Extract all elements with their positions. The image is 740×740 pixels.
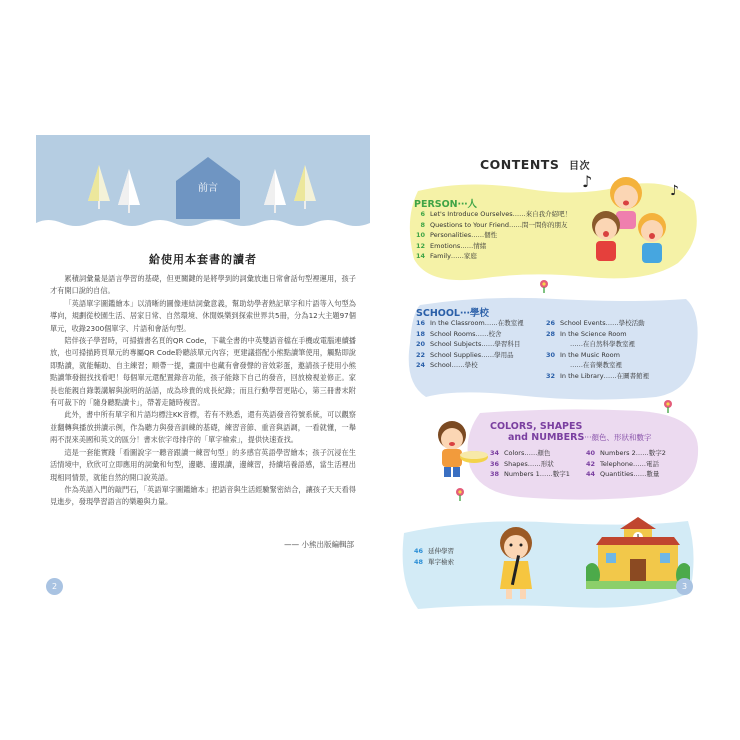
colors-section-title: COLORS, SHAPES and NUMBERS‧‧‧顏色、形狀和數字 <box>490 421 652 443</box>
banner-wave <box>36 219 370 229</box>
girl-flute-illustration <box>494 525 538 599</box>
svg-text:♪: ♪ <box>582 172 593 191</box>
school-toc-right <box>542 318 649 382</box>
toc-entry[interactable]: 14 Family……家庭 <box>415 252 477 261</box>
signature: —— 小熊出版編輯部 <box>284 540 354 549</box>
toc-entry[interactable]: 26 School Events……學校活動 <box>545 319 645 327</box>
paragraph: 「英語單字圖鑑繪本」以清晰的圖像連結詞彙意義，幫助幼學者熟記單字和片語等入句型為導向，規劃從校園生活、居家日常、自然環境、休閒娛樂到探索世界共5冊，分為12大主題97個單元，收錄2300個單字、片語和會話句型。 <box>50 298 356 333</box>
flower-icon <box>454 487 466 501</box>
right-page <box>390 135 704 607</box>
toc-entry[interactable]: 44 Quantities……數量 <box>585 470 660 479</box>
toc-entry[interactable]: 48 單字檢索 <box>413 557 454 566</box>
school-section-title: SCHOOL‧‧‧學校 <box>416 308 489 319</box>
toc-entry[interactable]: 30 In the Music Room <box>545 350 620 359</box>
preface-label: 前言 <box>198 183 218 194</box>
extra-toc <box>410 546 454 567</box>
colors-toc-right <box>582 448 666 480</box>
toc-entry[interactable]: 18 School Rooms……校舍 <box>415 329 502 338</box>
toc-entry[interactable]: 12 Emotions……情緒 <box>415 241 487 250</box>
flower-icon <box>538 279 550 293</box>
children-singing-illustration <box>578 167 688 271</box>
tree-icon <box>118 169 140 213</box>
tree-icon <box>88 165 110 209</box>
toc-entry[interactable]: 40 Numbers 2……數字2 <box>585 449 666 457</box>
contents-title-zh: 目次 <box>569 161 591 172</box>
toc-entry[interactable]: 6 Let's Introduce Ourselves……來自我介紹吧！ <box>420 210 572 218</box>
toc-entry[interactable]: 28 In the Science Room <box>545 329 627 338</box>
page-number-left: 2 <box>46 578 63 595</box>
page-number-right: 3 <box>676 578 693 595</box>
toc-entry-subtitle: ……在自然科學教室裡 <box>570 340 635 349</box>
svg-text:♪: ♪ <box>670 183 679 199</box>
paragraph: 這是一套能實踐「看圖說字一聽音跟讀一練習句型」的多感官英語學習繪本；孩子沉浸在生活情境中，欣欣可立即應用的詞彙和句型，邊聽、邊跟讀，邊練習，持續培養語感，當生活裡出現相同情景，就能自然的開口說英語。 <box>50 447 356 482</box>
toc-entry[interactable]: 32 In the Library……在圖書館裡 <box>545 371 650 380</box>
toc-entry[interactable]: 24 School……學校 <box>415 361 478 370</box>
toc-entry[interactable]: 36 Shapes……形狀 <box>489 459 554 468</box>
tree-icon <box>294 165 316 209</box>
contents-title <box>480 157 590 172</box>
school-toc-left <box>412 318 524 371</box>
paragraph: 累積詞彙量是語言學習的基礎，但更關鍵的是將學到的詞彙放進日常會話句型裡運用，孩子才有開口說的自信。 <box>50 274 356 296</box>
toc-entry[interactable]: 42 Telephone……電話 <box>585 459 660 468</box>
tree-icon <box>264 169 286 213</box>
preface-body <box>50 273 356 509</box>
preface-title: 給使用本套書的讀者 <box>149 253 257 266</box>
paragraph: 陪伴孩子學習時，可掃描書名頁的QR Code，下載全書的中英雙語音檔在手機或電腦連續播放，也可掃描跨頁單元的專屬QR Code聆聽該單元內容；更建議搭配小熊點讀筆使用，觸點即說即點讀，就能輔助、自主練習；順帶一提，畫面中也藏有會發聲的音效彩蛋，邀請孩子使用小熊點讀筆發掘找找看吧！每個單元還配置錄音功能，孩子能錄下自己的發音，回放檢視並修正。家長也能親自錄製講解與說明的話語，成為珍貴的成長紀錄；而且行動學習更貼心，第三冊書末附有可裁下的「隨身聽點讀卡」，帶著走隨時複習。 <box>50 336 356 408</box>
toc-entry[interactable]: 34 Colors……顏色 <box>489 449 551 457</box>
contents-title-en: CONTENTS <box>480 157 560 172</box>
drummer-boy-illustration <box>424 417 490 479</box>
toc-entry[interactable]: 20 School Subjects……學習科目 <box>415 340 521 349</box>
left-page <box>36 135 370 607</box>
toc-entry[interactable]: 22 School Supplies……學用品 <box>415 350 514 359</box>
toc-entry[interactable]: 38 Numbers 1……數字1 <box>489 470 570 479</box>
toc-entry[interactable]: 10 Personalities……個性 <box>415 231 498 240</box>
paragraph: 作為英語入門的敲門石，「英語單字圖鑑繪本」把語音與生活經驗緊密結合，讓孩子天天看得見進步，發現學習語言的樂趣與力量。 <box>50 484 356 507</box>
paragraph: 此外，書中所有單字和片語均標注KK音標，若有不熟悉，還有英語發音符號系統，可以觀察並翻轉與播放拼讀示例，作為聽力與發音訓練的基礎，練習音節、重音與語調，一看就懂，一舉兩不混來美國和英文的區分！書末依字母排序的「單字檢索」，提供快速查找。 <box>50 410 356 445</box>
person-toc <box>412 209 571 262</box>
toc-entry[interactable]: 8 Questions to Your Friend……問一問你的朋友 <box>420 220 568 229</box>
colors-toc-left <box>486 448 570 480</box>
school-building-illustration <box>586 515 690 589</box>
toc-entry[interactable]: 46 延伸學習 <box>413 547 454 555</box>
toc-entry[interactable]: 16 In the Classroom……在教室裡 <box>415 319 524 327</box>
person-section-title: PERSON‧‧‧人 <box>414 199 478 210</box>
toc-entry-subtitle: ……在音樂教室裡 <box>570 361 622 370</box>
